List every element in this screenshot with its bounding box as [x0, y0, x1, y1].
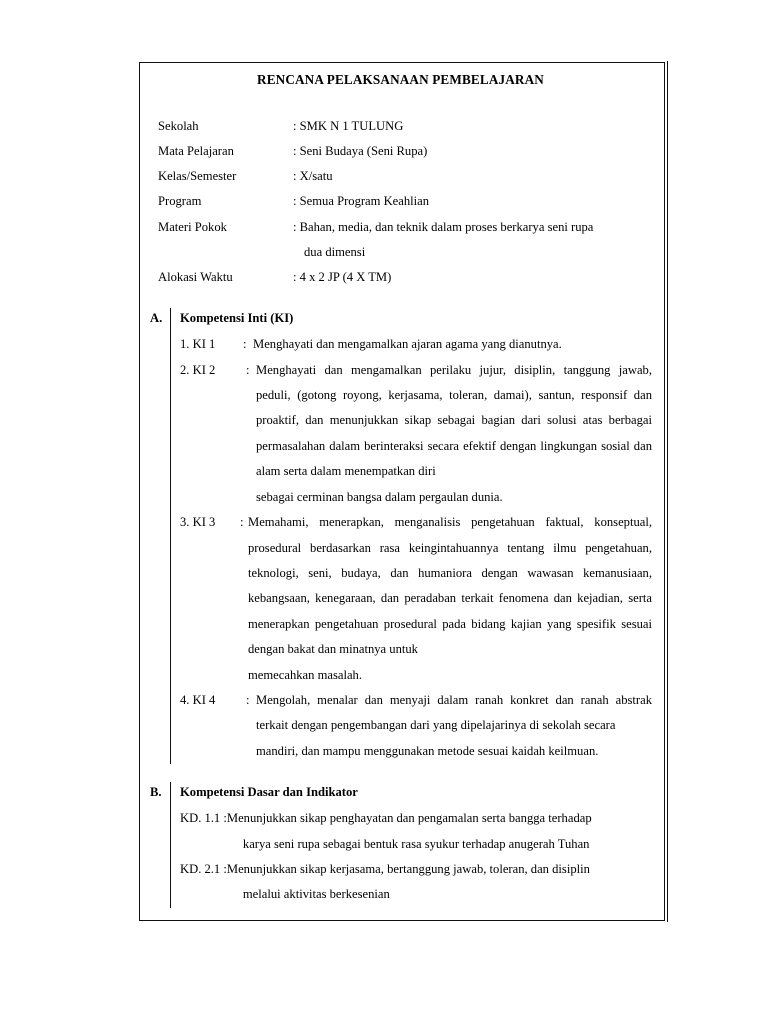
ki-3-text-lastline: memecahkan masalah. [248, 667, 362, 682]
section-body-a [170, 308, 652, 764]
identity-value-mata-pelajaran: : Seni Budaya (Seni Rupa) [293, 144, 428, 159]
ki-1-text: Menghayati dan mengamalkan ajaran agama yang dianutnya. [253, 337, 562, 352]
identity-label-program: Program [158, 194, 202, 209]
section-heading-kompetensi-dasar: Kompetensi Dasar dan Indikator [180, 785, 358, 800]
section-letter-a: A. [150, 311, 163, 326]
ki-4-separator: : [246, 692, 250, 707]
table-row [158, 215, 658, 265]
table-row [158, 164, 658, 189]
identity-label-materi-pokok: Materi Pokok [158, 219, 227, 234]
list-item [180, 806, 652, 857]
document-content [140, 63, 664, 920]
identity-label-sekolah: Sekolah [158, 118, 199, 133]
identity-value-materi-pokok [293, 215, 658, 265]
page-title: RENCANA PELAKSANAAN PEMBELAJARAN [257, 72, 544, 87]
ki-4-text [256, 688, 652, 764]
list-item [180, 358, 652, 510]
list-item [180, 332, 652, 357]
section-heading-kompetensi-inti: Kompetensi Inti (KI) [180, 311, 294, 326]
section-kompetensi-dasar [149, 782, 652, 908]
ki-4-text-body: Mengolah, menalar dan menyaji dalam ranah konkret dan ranah abstrak terkait dengan pengembangan dari yang dipelajarinya di sekolah secara [256, 692, 652, 733]
ki-2-separator: : [246, 362, 250, 377]
ki-1-label: 1. KI 1 [180, 337, 216, 352]
kd-1-1-label: KD. 1.1 : [180, 811, 227, 826]
ki-3-separator: : [240, 515, 244, 530]
list-item [180, 857, 652, 908]
ki-4-label: 4. KI 4 [180, 692, 216, 707]
identity-label-mata-pelajaran: Mata Pelajaran [158, 144, 234, 159]
identity-value-materi-pokok-line2: dua dimensi [304, 244, 366, 259]
kd-1-1-text [227, 806, 652, 857]
section-body-b [170, 782, 652, 908]
identity-label-kelas-semester: Kelas/Semester [158, 169, 237, 184]
identity-value-alokasi-waktu: : 4 x 2 JP (4 X TM) [293, 270, 392, 285]
ki-3-text-body: Memahami, menerapkan, menganalisis pengetahuan faktual, konseptual, prosedural berdasarkan rasa keingintahuannya tentang ilmu pengetahuan, teknologi, seni, budaya, dan humaniora dengan wawasan kemanusiaan, kebangsaan, kenegaraan, dan peradaban terkait fenomena dan kejadian, serta menerapkan pengetahuan prosedural pada bidang kajian yang spesifik sesuai dengan bakat dan minatnya untuk [248, 515, 652, 657]
identity-label-alokasi-waktu: Alokasi Waktu [158, 270, 233, 285]
ki-2-text [256, 358, 652, 510]
kd-1-1-line1: Menunjukkan sikap penghayatan dan pengamalan serta bangga terhadap [226, 811, 592, 826]
section-kompetensi-inti [149, 308, 652, 764]
ki-3-text [248, 510, 652, 688]
ki-2-text-lastline: sebagai cerminan bangsa dalam pergaulan dunia. [256, 489, 503, 504]
kd-2-1-text [227, 857, 652, 908]
table-row [158, 139, 658, 164]
list-item [180, 510, 652, 688]
identity-table [158, 114, 658, 290]
kd-2-1-line1: Menunjukkan sikap kerjasama, bertanggung jawab, toleran, dan disiplin [226, 861, 590, 876]
ki-1-separator: : [243, 337, 247, 352]
kd-2-1-line2: melalui aktivitas berkesenian [242, 887, 390, 902]
kd-1-1-line2: karya seni rupa sebagai bentuk rasa syukur terhadap anugerah Tuhan [242, 836, 590, 851]
ki-2-text-body: Menghayati dan mengamalkan perilaku jujur, disiplin, tanggung jawab, peduli, (gotong royong, kerjasama, toleran, damai), santun, responsif dan proaktif, dan menunjukkan sikap sebagai bagian dari solusi atas berbagai permasalahan dalam berinteraksi secara efektif dengan lingkungan sosial dan alam serta dalam menempatkan diri [256, 362, 652, 479]
ki-3-label: 3. KI 3 [180, 515, 216, 530]
identity-value-program: : Semua Program Keahlian [293, 194, 430, 209]
section-letter-b: B. [150, 785, 162, 800]
identity-value-kelas-semester: : X/satu [293, 169, 333, 184]
ki-2-label: 2. KI 2 [180, 362, 216, 377]
identity-value-sekolah: : SMK N 1 TULUNG [293, 118, 404, 133]
table-row [158, 114, 658, 139]
list-item [180, 688, 652, 764]
ki-4-text-lastline: mandiri, dan mampu menggunakan metode sesuai kaidah keilmuan. [256, 743, 599, 758]
table-row [158, 189, 658, 214]
table-row [158, 265, 658, 290]
identity-value-materi-pokok-line1: : Bahan, media, dan teknik dalam proses berkarya seni rupa [293, 219, 594, 234]
kd-2-1-label: KD. 2.1 : [180, 861, 227, 876]
document-border-frame [139, 62, 665, 921]
